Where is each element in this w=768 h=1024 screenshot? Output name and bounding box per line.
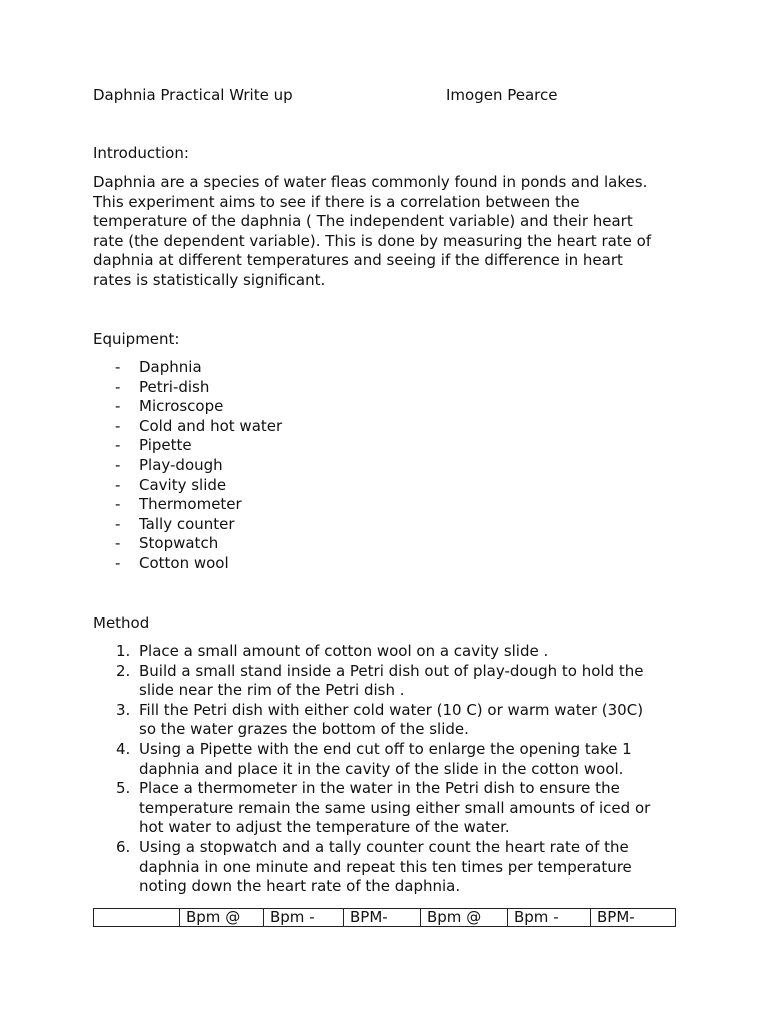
bullet-dash: -	[115, 475, 121, 494]
step-line: Place a small amount of cotton wool on a cavity slide .	[139, 642, 549, 660]
introduction-line: rates is statistically significant.	[93, 270, 326, 289]
table-header-row	[94, 909, 676, 927]
equipment-heading: Equipment:	[93, 330, 180, 348]
equipment-item: Petri-dish	[139, 377, 210, 396]
introduction-line: This experiment aims to see if there is a correlation between the	[93, 192, 580, 211]
method-heading: Method	[93, 614, 150, 632]
bullet-dash: -	[115, 397, 121, 416]
step-number: 2.	[116, 661, 131, 680]
step-line: Fill the Petri dish with either cold water (10 C) or warm water (30C)	[139, 700, 644, 719]
bullet-dash: -	[115, 377, 121, 396]
step-line: slide near the rim of the Petri dish .	[139, 681, 405, 700]
step-number: 6.	[116, 837, 131, 856]
step-line: Place a thermometer in the water in the Petri dish to ensure the	[139, 779, 620, 798]
bullet-dash: -	[115, 455, 121, 474]
document-title: Daphnia Practical Write up	[93, 86, 293, 104]
step-line: temperature remain the same using either small amounts of iced or	[139, 798, 651, 817]
equipment-item: Thermometer	[139, 495, 242, 514]
step-line: Build a small stand inside a Petri dish out of play-dough to hold the	[139, 661, 644, 680]
bullet-dash: -	[115, 553, 121, 572]
step-line: Using a Pipette with the end cut off to enlarge the opening take 1	[139, 739, 632, 758]
step-line: daphnia and place it in the cavity of the slide in the cotton wool.	[139, 759, 624, 778]
step-number: 4.	[116, 739, 131, 758]
equipment-item: Play-dough	[139, 455, 223, 474]
results-table	[93, 908, 676, 927]
step-text	[139, 662, 643, 701]
introduction-heading: Introduction:	[93, 144, 189, 162]
bullet-dash: -	[115, 514, 121, 533]
equipment-item: Tally counter	[139, 514, 235, 533]
bullet-dash: -	[115, 436, 121, 455]
step-text	[139, 779, 650, 838]
step-number: 3.	[116, 700, 131, 719]
equipment-item: Cotton wool	[139, 553, 229, 572]
step-line: so the water grazes the bottom of the slide.	[139, 720, 469, 739]
step-line: hot water to adjust the temperature of the water.	[139, 818, 510, 837]
step-text	[139, 701, 643, 740]
bullet-dash: -	[115, 495, 121, 514]
bullet-dash: -	[115, 358, 121, 376]
step-text	[139, 838, 632, 897]
equipment-item: Pipette	[139, 436, 192, 455]
table-header-cell	[94, 909, 180, 927]
equipment-item: Cold and hot water	[139, 416, 283, 435]
step-line: daphnia in one minute and repeat this ten times per temperature	[139, 857, 632, 876]
introduction-line: Daphnia are a species of water fleas commonly found in ponds and lakes.	[93, 173, 648, 191]
introduction-paragraph	[93, 173, 693, 291]
introduction-line: rate (the dependent variable). This is done by measuring the heart rate of	[93, 231, 652, 250]
step-line: noting down the heart rate of the daphnia.	[139, 877, 461, 896]
table-header-cell: Bpm -	[508, 909, 591, 927]
introduction-line: temperature of the daphnia ( The independent variable) and their heart	[93, 212, 633, 231]
table-header-cell: BPM-	[591, 909, 676, 927]
step-number: 1.	[116, 642, 131, 660]
equipment-item: Microscope	[139, 397, 224, 416]
step-text	[139, 642, 548, 662]
equipment-item: Stopwatch	[139, 534, 219, 553]
introduction-line: daphnia at different temperatures and seeing if the difference in heart	[93, 251, 623, 270]
step-text	[139, 740, 632, 779]
bullet-dash: -	[115, 416, 121, 435]
equipment-item: Cavity slide	[139, 475, 227, 494]
table-header-cell: BPM-	[344, 909, 421, 927]
document-author: Imogen Pearce	[446, 86, 558, 104]
table-header-cell: Bpm -	[264, 909, 344, 927]
table-header-cell: Bpm @	[180, 909, 264, 927]
step-line: Using a stopwatch and a tally counter count the heart rate of the	[139, 837, 629, 856]
equipment-item: Daphnia	[139, 358, 202, 376]
step-number: 5.	[116, 779, 131, 798]
table-header-cell: Bpm @	[421, 909, 508, 927]
bullet-dash: -	[115, 534, 121, 553]
